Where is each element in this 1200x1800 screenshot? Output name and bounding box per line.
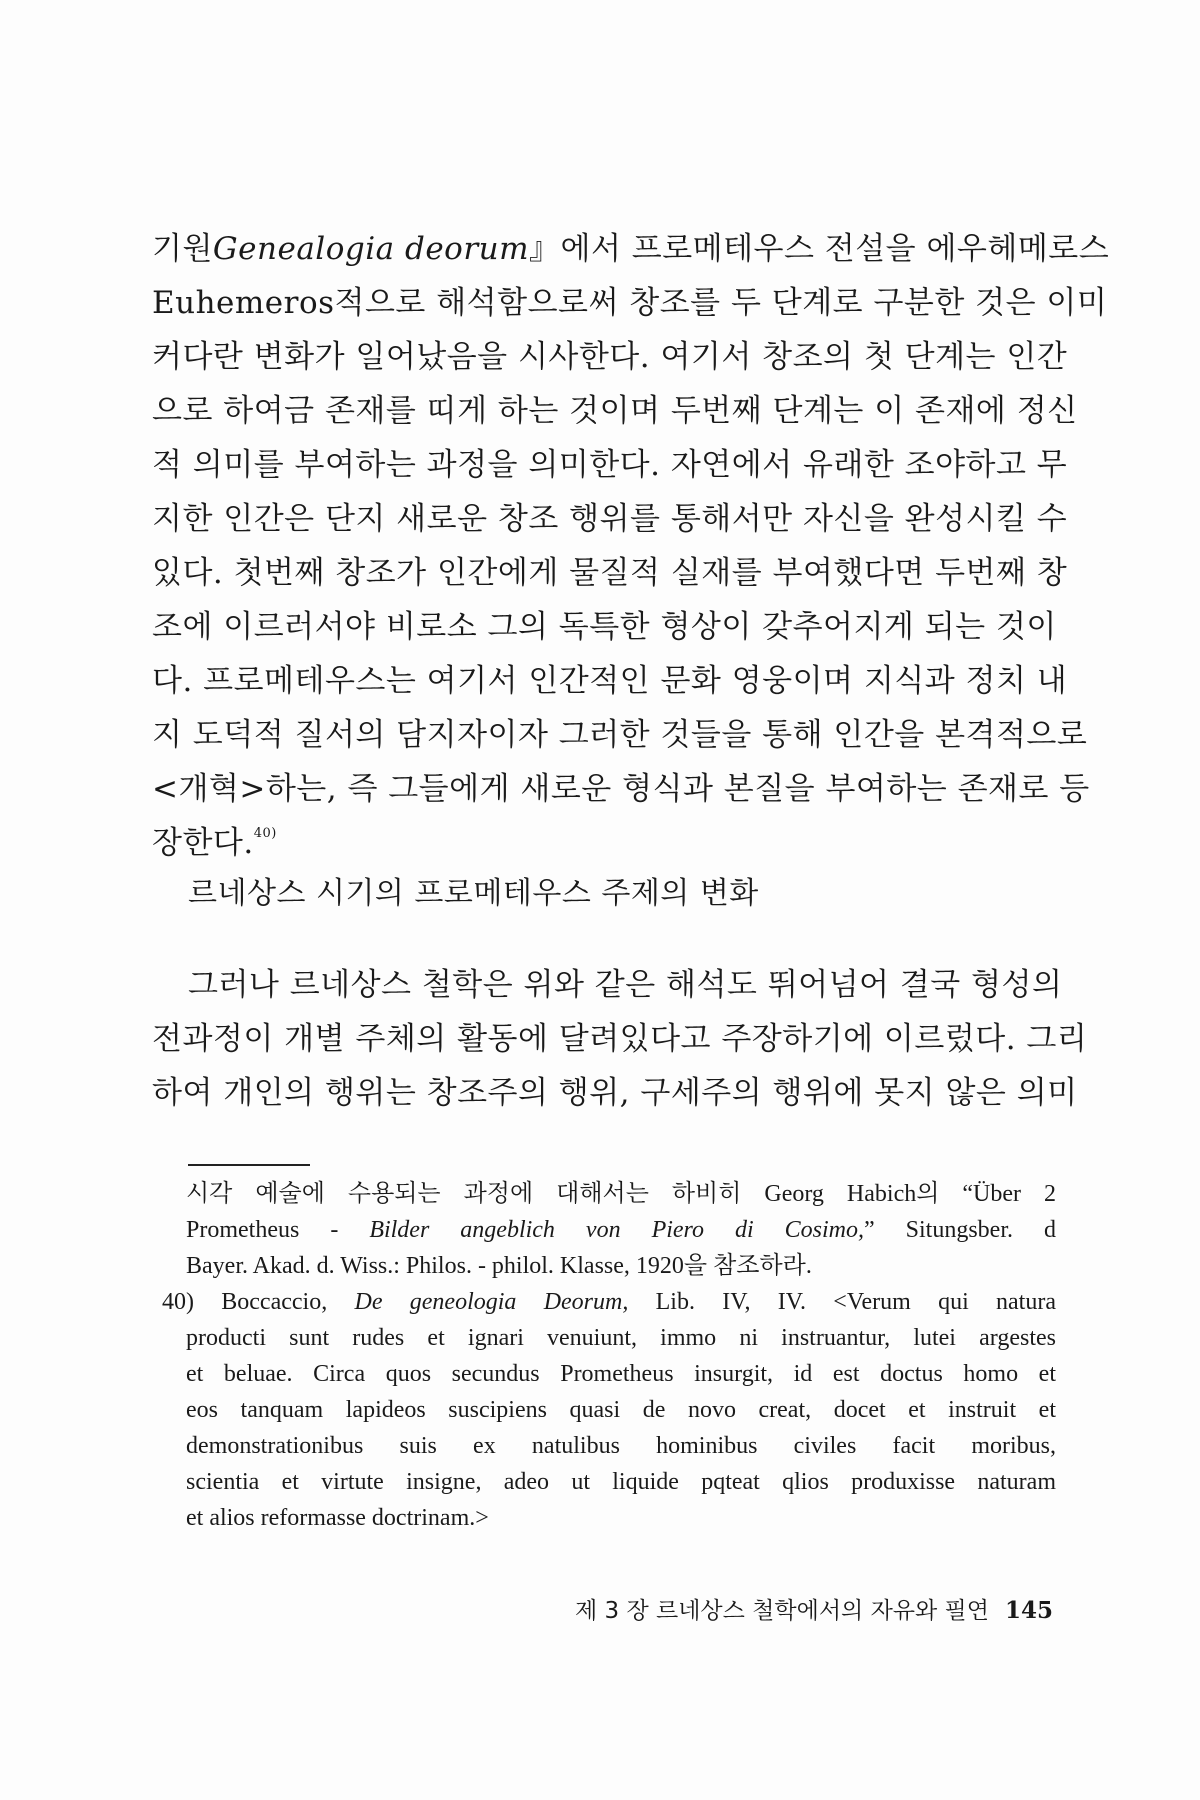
footnote-continued (186, 1176, 1056, 1284)
paragraph-line: 전과정이 개별 주체의 활동에 달려있다고 주장하기에 이르렀다. 그리 (152, 1021, 1088, 1057)
footnote-line: producti sunt rudes et ignari venuiunt, immo ni instruantur, lutei argestes (186, 1325, 1056, 1351)
italic-title: Genealogia deorum (212, 231, 530, 267)
footnote-line (186, 1212, 1056, 1248)
paragraph-line: 있다. 첫번째 창조가 인간에게 물질적 실재를 부여했다면 두번째 창 (152, 555, 1068, 591)
footnote-line: Bayer. Akad. d. Wiss.: Philos. - philol. Klasse, 1920을 참조하라. (186, 1253, 812, 1279)
paragraph-line: 지한 인간은 단지 새로운 창조 행위를 통해서만 자신을 완성시킬 수 (152, 501, 1068, 537)
footnote-line: et beluae. Circa quos secundus Prometheus insurgit, id est doctus homo et (186, 1361, 1056, 1387)
running-footer (505, 1594, 1053, 1628)
footnote-line (162, 1284, 1056, 1320)
italic-title: Bilder angeblich von Piero di Cosimo, (369, 1217, 865, 1243)
footnote-line: et alios reformasse doctrinam.> (186, 1505, 489, 1531)
footnote-reference[interactable]: 40) (253, 826, 277, 841)
paragraph-line: 조에 이르러서야 비로소 그의 독특한 형상이 갖추어지게 되는 것이 (152, 609, 1057, 645)
text-run: 기원 (152, 231, 213, 267)
paragraph-line: 하여 개인의 행위는 창조주의 행위, 구세주의 행위에 못지 않은 의미 (152, 1075, 1078, 1111)
footnote-line: 시각 예술에 수용되는 과정에 대해서는 하비히 Georg Habich의 “Über 2 (186, 1181, 1056, 1207)
footnote-line: scientia et virtute insigne, adeo ut liquide pqteat qlios produxisse naturam (186, 1469, 1056, 1495)
text-run: ” Situngsber. d (864, 1217, 1057, 1243)
paragraph-line: 지 도덕적 질서의 담지자이자 그러한 것들을 통해 인간을 본격적으로 (152, 717, 1088, 753)
text-run: 40) Boccaccio, (162, 1289, 355, 1315)
text-run: Lib. IV, IV. <Verum qui natura (628, 1289, 1056, 1315)
footnote-divider (188, 1164, 310, 1166)
paragraph-line: Euhemeros적으로 해석함으로써 창조를 두 단계로 구분한 것은 이미 (152, 285, 1108, 321)
paragraph-2 (152, 958, 1088, 1120)
text-run: Prometheus - (186, 1217, 370, 1243)
paragraph-line (152, 816, 1054, 870)
paragraph-line: 으로 하여금 존재를 띠게 하는 것이며 두번째 단계는 이 존재에 정신 (152, 393, 1078, 429)
section-heading: 르네상스 시기의 프로메테우스 주제의 변화 (188, 876, 759, 911)
paragraph-1 (152, 222, 1110, 870)
footnote-line: demonstrationibus suis ex natulibus hominibus civiles facit moribus, (186, 1433, 1056, 1459)
paragraph-line: 커다란 변화가 일어났음을 시사한다. 여기서 창조의 첫 단계는 인간 (152, 339, 1068, 375)
paragraph-line: 적 의미를 부여하는 과정을 의미한다. 자연에서 유래한 조야하고 무 (152, 447, 1068, 483)
footnote-line: eos tanquam lapideos suscipiens quasi de novo creat, docet et instruit et (186, 1397, 1056, 1423)
paragraph-line: 다. 프로메테우스는 여기서 인간적인 문화 영웅이며 지식과 정치 내 (152, 663, 1068, 699)
text-run: 』에서 프로메테우스 전설을 에우헤메로스 (529, 231, 1110, 267)
text-run: 장한다. (152, 825, 254, 861)
paragraph-line: <개혁>하는, 즉 그들에게 새로운 형식과 본질을 부여하는 존재로 등 (152, 771, 1090, 807)
italic-title: De geneologia Deorum, (354, 1289, 629, 1315)
paragraph-line (152, 222, 1110, 276)
paragraph-line: 그러나 르네상스 철학은 위와 같은 해석도 뛰어넘어 결국 형성의 (188, 967, 1063, 1003)
page-number: 145 (1004, 1597, 1053, 1624)
footnotes (162, 1176, 1057, 1536)
footnote-40 (162, 1284, 1056, 1536)
chapter-title: 제 3 장 르네상스 철학에서의 자유와 필연 (574, 1598, 989, 1624)
